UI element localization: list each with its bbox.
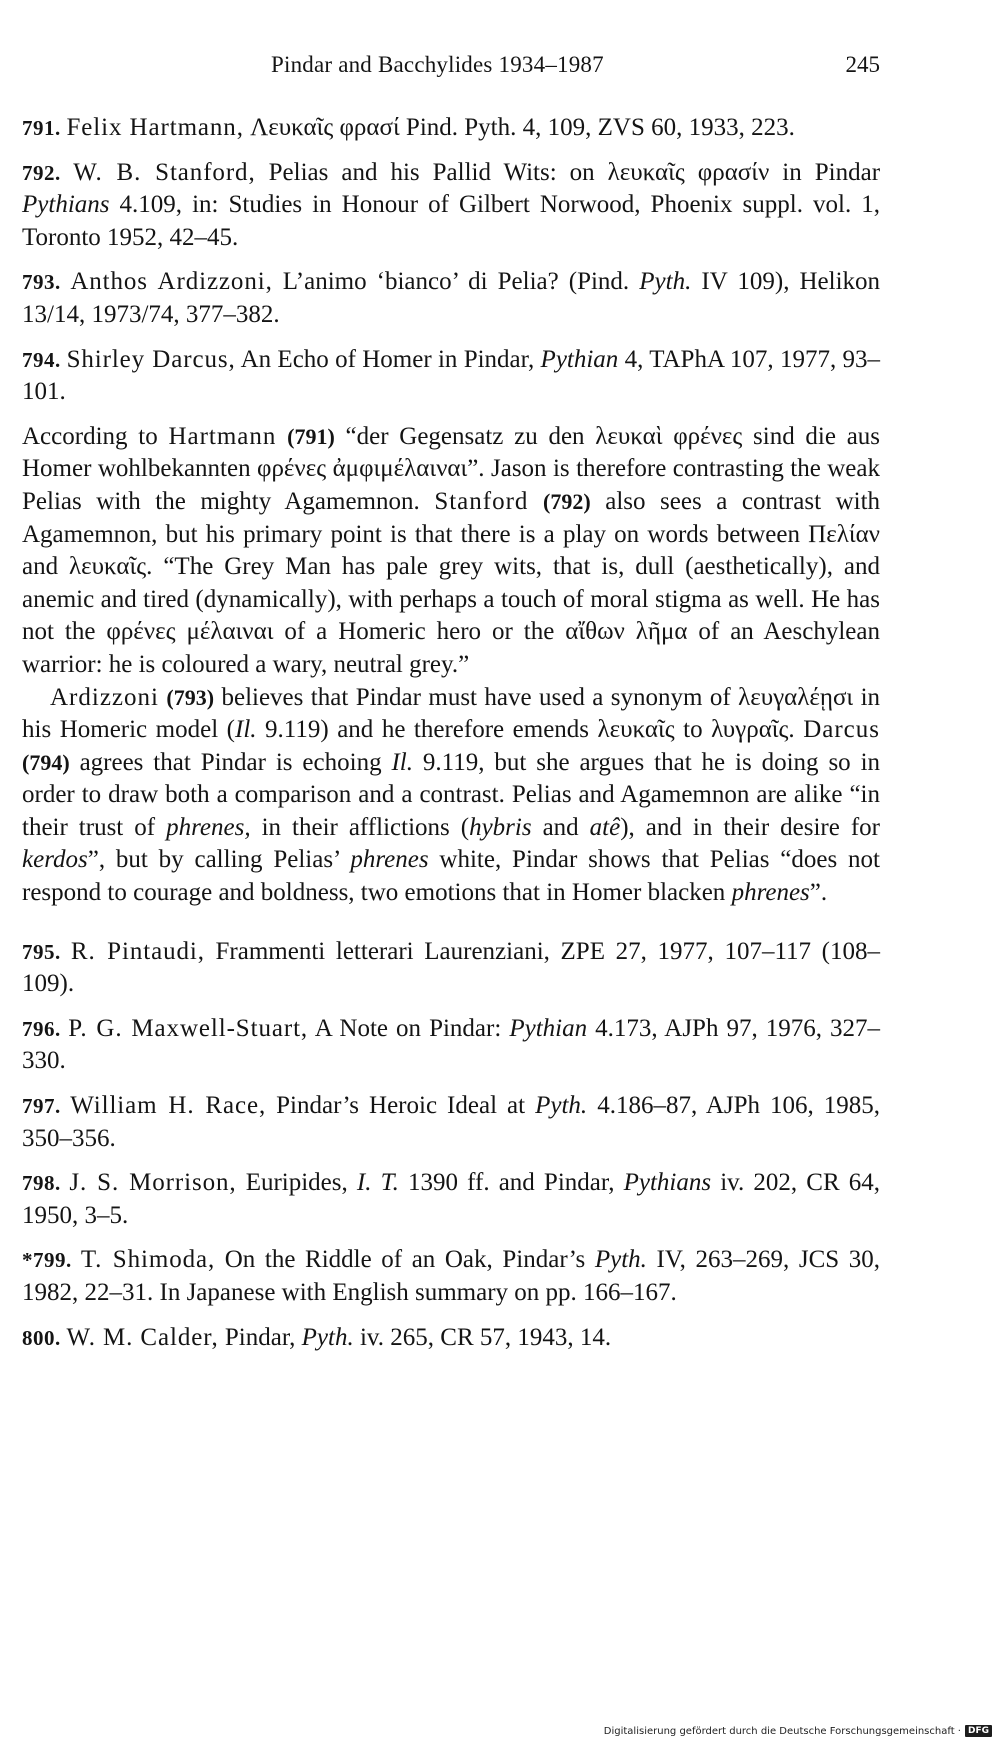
entry-number: 795 . bbox=[22, 940, 71, 964]
entry-number: 797 . bbox=[22, 1094, 70, 1118]
discussion-text: 9.119) and he therefore emends λευκαῖς to λυγραῖς. bbox=[265, 716, 795, 744]
entry-italic: Pythian bbox=[509, 1014, 588, 1042]
running-title: Pindar and Bacchylides 1934–1987 bbox=[271, 52, 604, 77]
cross-reference: (792) bbox=[543, 488, 591, 514]
entry-number: 800 . bbox=[22, 1326, 67, 1350]
entry-text: Euripides, bbox=[245, 1169, 348, 1197]
discussion-paragraph-2 bbox=[22, 682, 880, 910]
entry-text: Pelias and his Pallid Wits: on λευκαῖς φρασίν in Pindar bbox=[268, 158, 881, 186]
entry-text: Λευκαῖς φρασί Pind. Pyth. 4, 109, ZVS 60, 1933, 223. bbox=[250, 114, 795, 141]
entry-text: IV, 263–269, JCS 30, 1982, 22–31. In Japanese with English summary on pp. 166–167. bbox=[22, 1246, 881, 1306]
entry-text: An Echo of Homer in Pindar, bbox=[240, 345, 535, 373]
bibliography-entry-791 bbox=[22, 112, 880, 145]
entry-author: R. Pintaudi, bbox=[70, 937, 205, 965]
entry-italic: Pyth. bbox=[594, 1246, 647, 1274]
cited-author: Hartmann bbox=[168, 422, 277, 450]
entry-text: A Note on Pindar: bbox=[314, 1014, 502, 1042]
entry-number: 792 . bbox=[22, 161, 73, 185]
bibliography-entry-798 bbox=[22, 1167, 880, 1232]
entry-author: Felix Hartmann, bbox=[66, 114, 244, 141]
footer-text: Digitalisierung gefördert durch die Deutsche Forschungsgemeinschaft · bbox=[603, 1725, 961, 1737]
entry-number: 794 . bbox=[22, 348, 67, 372]
entry-author: Shirley Darcus, bbox=[66, 345, 236, 373]
cited-author: Stanford bbox=[434, 487, 529, 515]
discussion-text: in their afflictions ( bbox=[261, 813, 470, 841]
entry-italic: Pythian bbox=[540, 345, 619, 373]
bibliography-entry-795 bbox=[22, 936, 880, 1001]
cross-reference: (793) bbox=[166, 684, 215, 710]
entry-text: iv. 265, CR 57, 1943, 14. bbox=[359, 1323, 612, 1351]
discussion-text: According to bbox=[22, 422, 158, 450]
entry-text: IV 109), Helikon 13/14, 1973/74, 377–382. bbox=[22, 268, 881, 328]
entry-author: W. M. Calder, bbox=[66, 1323, 219, 1351]
entry-text: Pindar, bbox=[224, 1323, 296, 1351]
cited-author: Darcus bbox=[803, 716, 880, 744]
cross-reference: (794) bbox=[22, 749, 70, 775]
entry-italic: Pyth. bbox=[639, 268, 692, 296]
italic-term: phrenes, bbox=[166, 813, 251, 841]
entry-italic: Pythians bbox=[623, 1169, 712, 1197]
entry-text: On the Riddle of an Oak, Pindar’s bbox=[224, 1246, 586, 1274]
entry-number: 791 . bbox=[22, 116, 67, 140]
discussion-text: and bbox=[542, 813, 579, 841]
discussion-text: agrees that Pindar is echoing bbox=[79, 748, 382, 776]
page-body bbox=[22, 112, 880, 1366]
entry-text: 4.186–87, AJPh 106, 1985, 350–356. bbox=[22, 1092, 881, 1152]
entry-number: 793 . bbox=[22, 270, 70, 294]
entry-italic: I. T. bbox=[356, 1169, 399, 1197]
dfg-logo: DFG bbox=[965, 1725, 992, 1737]
entry-number: 796 . bbox=[22, 1017, 68, 1041]
entry-author: W. B. Stanford, bbox=[73, 158, 256, 186]
bibliography-entry-794 bbox=[22, 344, 880, 409]
discussion-text: white, Pindar shows that Pelias “does not respond to courage and boldness, two emotions that in Homer blacken bbox=[22, 846, 880, 907]
entry-author: P. G. Maxwell-Stuart, bbox=[68, 1014, 309, 1042]
discussion-text: ), and in their desire for bbox=[620, 813, 880, 841]
page-number: 245 bbox=[845, 52, 880, 77]
entry-text: L’animo ‘bianco’ di Pelia? (Pind. bbox=[282, 268, 630, 296]
bibliography-entry-800 bbox=[22, 1322, 880, 1355]
discussion-text: 9.119, but she argues that he is doing so in order to draw both a comparison and a contrast. Pelias and Agamemnon are alike “in their trust of bbox=[22, 748, 881, 841]
cited-author: Ardizzoni bbox=[50, 683, 159, 711]
entry-text: 4.109, in: Studies in Honour of Gilbert Norwood, Phoenix suppl. vol. 1, Toronto 1952, 42–45. bbox=[22, 191, 880, 251]
bibliography-entry-799 bbox=[22, 1244, 880, 1309]
entry-italic: Pyth. bbox=[301, 1323, 354, 1351]
italic-term: phrenes bbox=[350, 846, 429, 874]
entry-text: iv. 202, CR 64, 1950, 3–5. bbox=[22, 1169, 880, 1229]
section-gap bbox=[22, 910, 880, 936]
discussion-paragraph-1 bbox=[22, 421, 880, 682]
entry-author: J. S. Morrison, bbox=[69, 1169, 237, 1197]
entry-italic: Pyth. bbox=[535, 1092, 588, 1120]
entry-text: Frammenti letterari Laurenziani, ZPE 27, 1977, 107–117 (108–109). bbox=[22, 937, 880, 998]
italic-term: atê bbox=[589, 813, 621, 841]
bibliography-entry-793 bbox=[22, 266, 880, 331]
italic-term: phrenes bbox=[731, 879, 810, 907]
entry-number: 798 . bbox=[22, 1171, 69, 1195]
cross-reference: (791) bbox=[287, 423, 335, 449]
entry-italic: Pythians bbox=[22, 191, 110, 219]
page-header bbox=[22, 52, 880, 88]
entry-author: T. Shimoda, bbox=[80, 1246, 216, 1274]
discussion-text: believes that Pindar must have used a synonym of λευγαλέῃσι in his Homeric model ( bbox=[22, 683, 881, 744]
entry-text: 4, TAPhA 107, 1977, 93–101. bbox=[22, 345, 881, 406]
bibliography-entry-792 bbox=[22, 157, 880, 255]
discussion-text: ”. bbox=[809, 879, 828, 907]
discussion-text: “der Gegensatz zu den λευκαὶ φρένες sind die aus Homer wohlbekannten φρένες ἀμφιμέλαιναι”. Jason is therefore contrasting the weak Pelias with the mighty Agamemnon. bbox=[22, 422, 881, 515]
bibliography-entry-797 bbox=[22, 1090, 880, 1155]
entry-text: Pindar’s Heroic Ideal at bbox=[276, 1092, 526, 1120]
discussion-text: also sees a contrast with Agamemnon, but his primary point is that there is a play on words between Πελίαν and λευκαῖς. “The Grey Man has pale grey wits, that is, dull (aesthetically), and anemic and tired (dynamically), with perhaps a touch of moral stigma as well. He has not the φρένες μέλαιναι of a Homeric hero or the αἴθων λῆμα of an Aeschylean warrior: he is coloured a wary, neutral grey.” bbox=[22, 487, 881, 678]
bibliography-entry-796 bbox=[22, 1013, 880, 1078]
discussion-text: ”, but by calling Pelias’ bbox=[87, 846, 340, 874]
entry-author: Anthos Ardizzoni, bbox=[70, 268, 273, 296]
entry-text: 4.173, AJPh 97, 1976, 327–330. bbox=[22, 1014, 881, 1075]
digitization-footer bbox=[604, 1725, 992, 1737]
entry-author: William H. Race, bbox=[70, 1092, 267, 1120]
italic-term: Il. bbox=[391, 748, 414, 776]
italic-term: hybris bbox=[469, 813, 532, 841]
entry-number: *799 . bbox=[22, 1248, 81, 1272]
italic-term: kerdos bbox=[22, 846, 88, 874]
italic-term: Il. bbox=[235, 716, 257, 744]
entry-text: 1390 ff. and Pindar, bbox=[408, 1169, 615, 1197]
